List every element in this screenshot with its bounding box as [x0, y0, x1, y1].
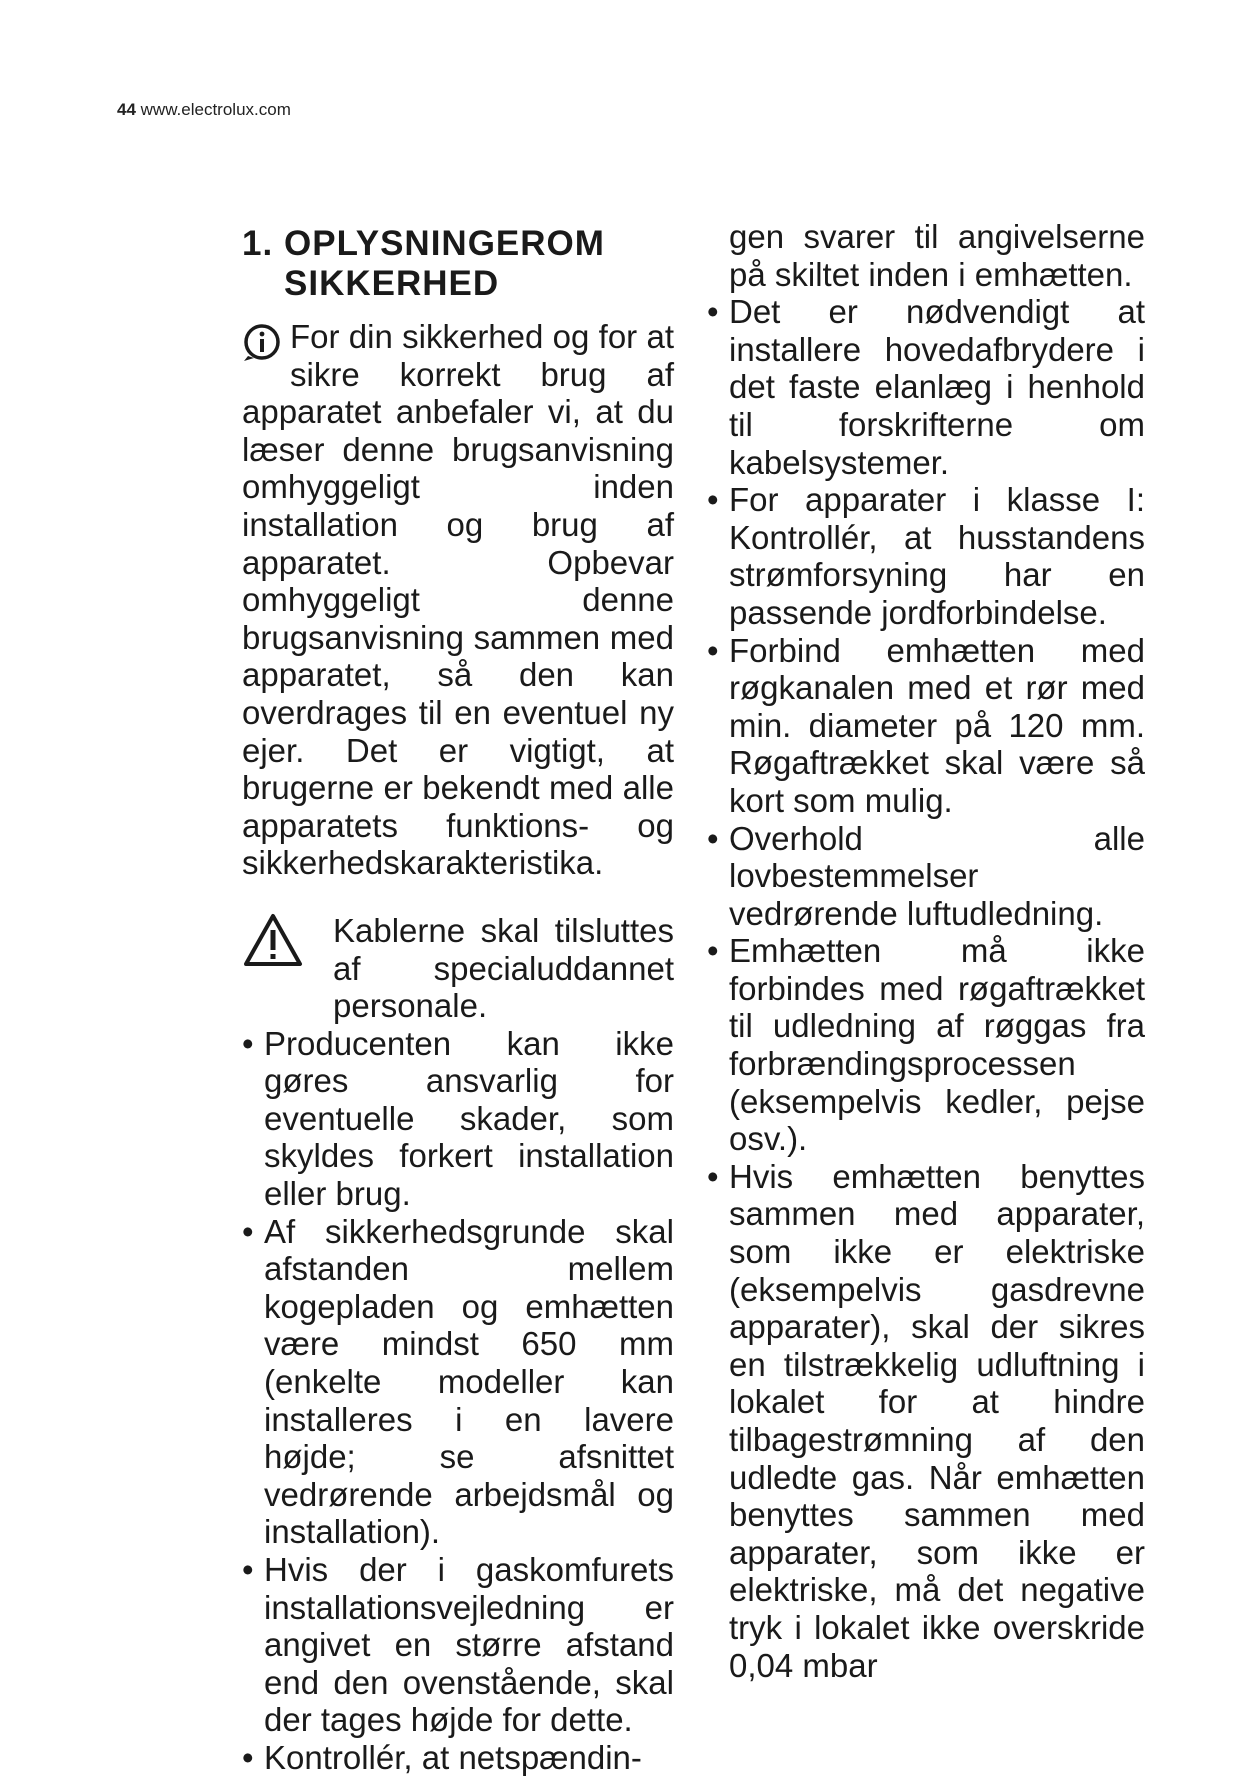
list-item: • Overhold alle lovbestemmelser vedrørende luftudledning. — [707, 820, 1145, 933]
warning-notice — [242, 912, 674, 1025]
list-item: • Forbind emhætten med røgkanalen med et rør med min. diameter på 120 mm. Røgaftrækket skal være så kort som mulig. — [707, 632, 1145, 820]
continuation-text: gen svarer til angivelserne på skiltet inden i emhætten. — [729, 218, 1145, 293]
section-title-line1: OPLYSNINGEROM — [284, 224, 605, 263]
info-text: For din sikkerhed og for at sikre korrekt brug af apparatet anbefaler vi, at du læser denne brugsanvisning omhyggeligt inden installation og brug af apparatet. Opbevar omhyggeligt denne brugsanvisning sammen med apparatet, så den kan overdrages til en eventuel ny ejer. Det er vigtigt, at brugerne er bekendt med alle apparatets funktions- og sikkerhedskarakteristika. — [242, 318, 674, 882]
list-item: • For apparater i klasse I: Kontrollér, at husstandens strømforsyning har en passende jordforbindelse. — [707, 481, 1145, 631]
left-column — [242, 218, 674, 1777]
list-item: • Emhætten må ikke forbindes med røgaftrækket til udledning af røggas fra forbrændingsprocessen (eksempelvis kedler, pejse osv.). — [707, 932, 1145, 1158]
warning-icon — [242, 912, 304, 968]
section-title — [284, 224, 674, 304]
right-column — [707, 218, 1145, 1684]
list-item: • Af sikkerhedsgrunde skal afstanden mellem kogepladen og emhætten være mindst 650 mm (enkelte modeller kan installeres i en lavere højde; se afsnittet vedrørende arbejdsmål og installation). — [242, 1213, 674, 1551]
list-item: • Producenten kan ikke gøres ansvarlig for eventuelle skader, som skyldes forkert installation eller brug. — [242, 1025, 674, 1213]
right-bullet-list — [707, 293, 1145, 1684]
section-heading — [242, 224, 674, 304]
list-item: • Det er nødvendigt at installere hovedafbrydere i det faste elanlæg i henhold til forskrifterne om kabelsystemer. — [707, 293, 1145, 481]
list-item: • Kontrollér, at netspændin- — [242, 1739, 674, 1777]
info-icon — [242, 322, 282, 362]
warning-text: Kablerne skal tilsluttes af specialuddannet personale. — [333, 911, 674, 1025]
header-url: www.electrolux.com — [140, 100, 291, 119]
list-item: • Hvis emhætten benyttes sammen med apparater, som ikke er elektriske (eksempelvis gasdrevne apparater), skal der sikres en tilstrækkelig udluftning i lokalet for at hindre tilbagestrømning af den udledte gas. Når emhætten benyttes sammen med apparater, som ikke er elektriske, må det negative tryk i lokalet ikke overskride 0,04 mbar — [707, 1158, 1145, 1684]
list-item: • Hvis der i gaskomfurets installationsvejledning er angivet en større afstand end den ovenstående, skal der tages højde for dette. — [242, 1551, 674, 1739]
section-title-line2: SIKKERHED — [284, 264, 500, 303]
page-header — [117, 100, 291, 120]
page-number: 44 — [117, 100, 136, 119]
info-notice — [242, 318, 674, 882]
section-number: 1. — [242, 224, 274, 263]
left-bullet-list — [242, 1025, 674, 1777]
